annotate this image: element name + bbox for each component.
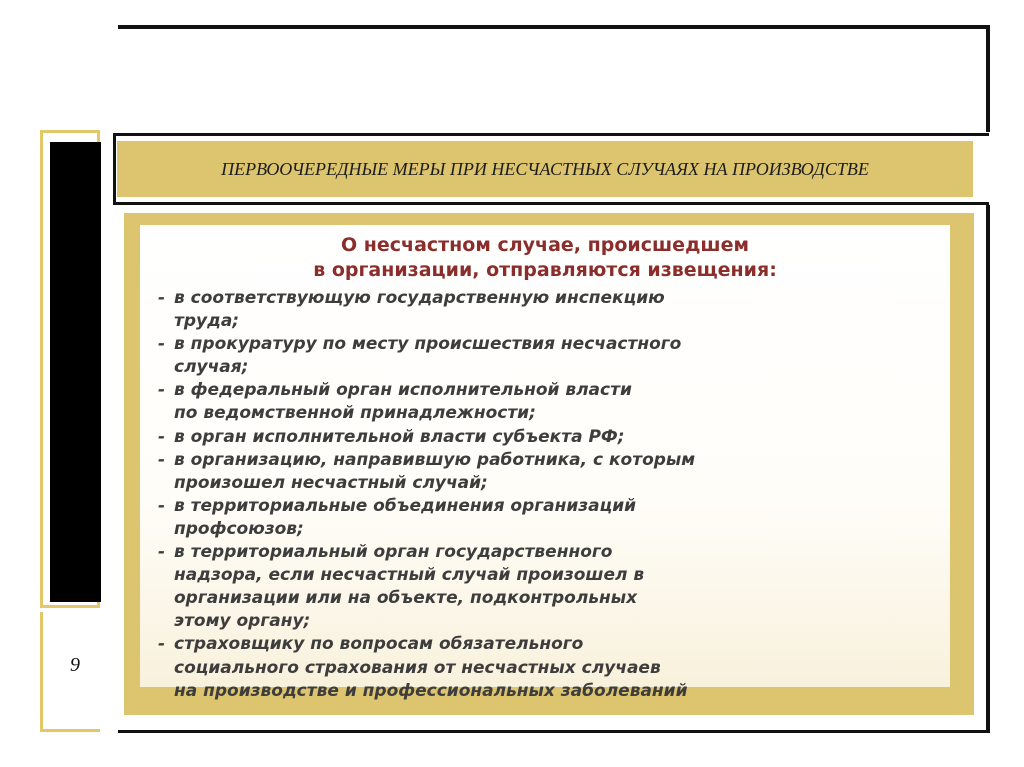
list-item: - в федеральный орган исполнительной власти по ведомственной принадлежности; (158, 379, 948, 425)
title-bar (117, 141, 973, 197)
list-item: - в прокуратуру по месту происшествия несчастного случая; (158, 333, 948, 379)
content-frame-right-line (986, 205, 990, 733)
list-item: - в организацию, направившую работника, с которым произошел несчастный случай; (158, 449, 948, 495)
notification-recipient-list (158, 287, 948, 703)
list-item: - в территориальные объединения организаций профсоюзов; (158, 495, 948, 541)
content-frame-bottom-line (118, 730, 990, 733)
top-frame-right-line (986, 25, 990, 132)
list-item: - в соответствующую государственную инспекцию труда; (158, 287, 948, 333)
list-item: - в орган исполнительной власти субъекта РФ; (158, 426, 948, 449)
slide-title: ПЕРВООЧЕРЕДНЫЕ МЕРЫ ПРИ НЕСЧАСТНЫХ СЛУЧАЯХ НА ПРОИЗВОДСТВЕ (221, 159, 869, 179)
list-item: - в территориальный орган государственного надзора, если несчастный случай произошел в организации или на объекте, подконтрольных этому органу; (158, 541, 948, 633)
notification-heading: О несчастном случае, происшедшем в организации, отправляются извещения: (313, 234, 777, 281)
notification-text-panel (140, 225, 950, 701)
page-number: 9 (70, 654, 80, 676)
top-frame-line (118, 25, 988, 29)
left-black-bar (50, 142, 101, 602)
list-item: - страховщику по вопросам обязательного социального страхования от несчастных случаев на производстве и профессиональных заболеваний (158, 633, 948, 702)
